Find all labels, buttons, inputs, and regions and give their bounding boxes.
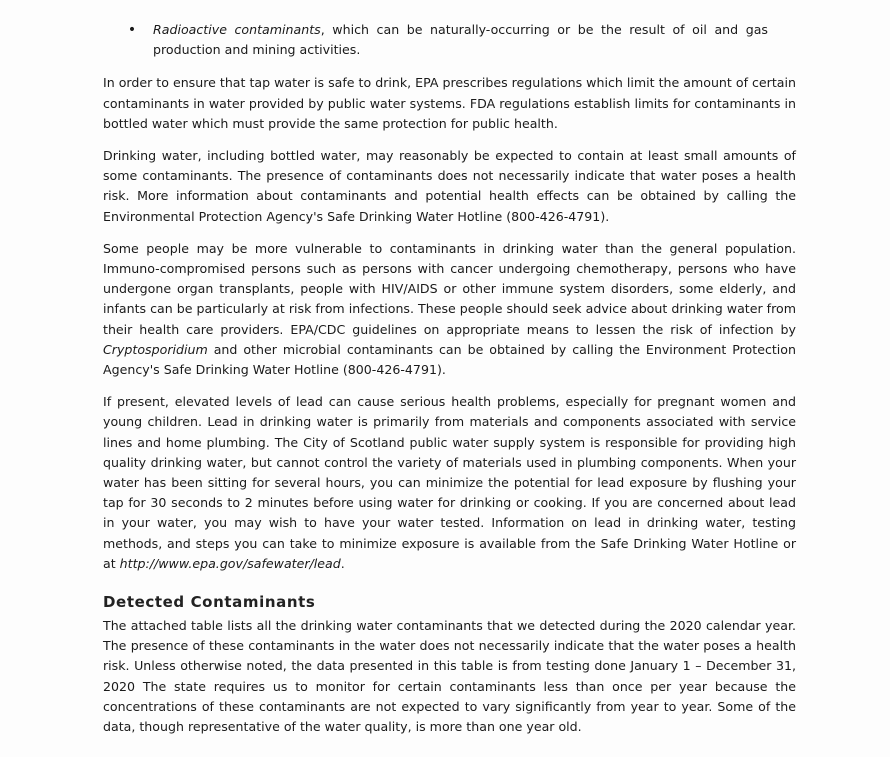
paragraph-lead	[103, 392, 796, 574]
paragraph-detected-contaminants: The attached table lists all the drinking water contaminants that we detected during the 2020 calendar year. The presence of these contaminants in the water does not necessarily indicate that the water poses a health risk. Unless otherwise noted, the data presented in this table is from testing done January 1 – December 31, 2020 The state requires us to monitor for certain contaminants less than once per year because the concentrations of these contaminants are not expected to vary significantly from year to year. Some of the data, though representative of the water quality, is more than one year old.	[103, 618, 796, 735]
epa-lead-link: http://www.epa.gov/safewater/lead	[119, 555, 341, 571]
cryptosporidium-term: Cryptosporidium	[103, 341, 208, 357]
bullet-description: , which can be naturally-occurring or be the result of oil and gas production and mining activities.	[153, 22, 768, 58]
section-heading-detected-contaminants: Detected Contaminants	[103, 593, 316, 612]
paragraph-lead-text: If present, elevated levels of lead can cause serious health problems, especially for pregnant women and young children. Lead in drinking water is primarily from materials and components associated with service lines and home plumbing. The City of Scotland public water supply system is responsible for providing high quality drinking water, but cannot control the variety of materials used in plumbing components. When your water has been sitting for several hours, you can minimize the potential for lead exposure by flushing your tap for 30 seconds to 2 minutes before using water for drinking or cooking. If you are concerned about lead in your water, you may wish to have your water tested. Information on lead in drinking water, testing methods, and steps you can take to minimize exposure is available from the Safe Drinking Water Hotline or at	[103, 394, 796, 571]
paragraph-lead-end: .	[340, 555, 345, 571]
bullet-dot-icon: •	[127, 22, 137, 38]
paragraph-epa-regulations: In order to ensure that tap water is safe to drink, EPA prescribes regulations which limit the amount of certain contaminants in water provided by public water systems. FDA regulations establish limits for contaminants in bottled water which must provide the same protection for public health.	[103, 75, 796, 131]
bullet-text	[153, 20, 796, 60]
paragraph-vulnerable-people	[103, 239, 796, 380]
bullet-item-radioactive	[103, 20, 796, 60]
paragraph-bottled-water: Drinking water, including bottled water, may reasonably be expected to contain at least small amounts of some contaminants. The presence of contaminants does not necessarily indicate that water poses a health risk. More information about contaminants and potential health effects can be obtained by calling the Environmental Protection Agency's Safe Drinking Water Hotline (800-426-4791).	[103, 148, 796, 224]
paragraph-vulnerable-part2: and other microbial contaminants can be obtained by calling the Environment Protection Agency's Safe Drinking Water Hotline (800-426-4791).	[103, 341, 796, 378]
document-body	[103, 20, 796, 749]
paragraph-vulnerable-part1: Some people may be more vulnerable to contaminants in drinking water than the general population. Immuno-compromised persons such as persons with cancer undergoing chemotherapy, persons who have undergone organ transplants, people with HIV/AIDS or other immune system disorders, some elderly, and infants can be particularly at risk from infections. These people should seek advice about drinking water from their health care providers. EPA/CDC guidelines on appropriate means to lessen the risk of infection by	[103, 240, 796, 337]
bullet-italic-term: Radioactive contaminants	[153, 22, 321, 37]
